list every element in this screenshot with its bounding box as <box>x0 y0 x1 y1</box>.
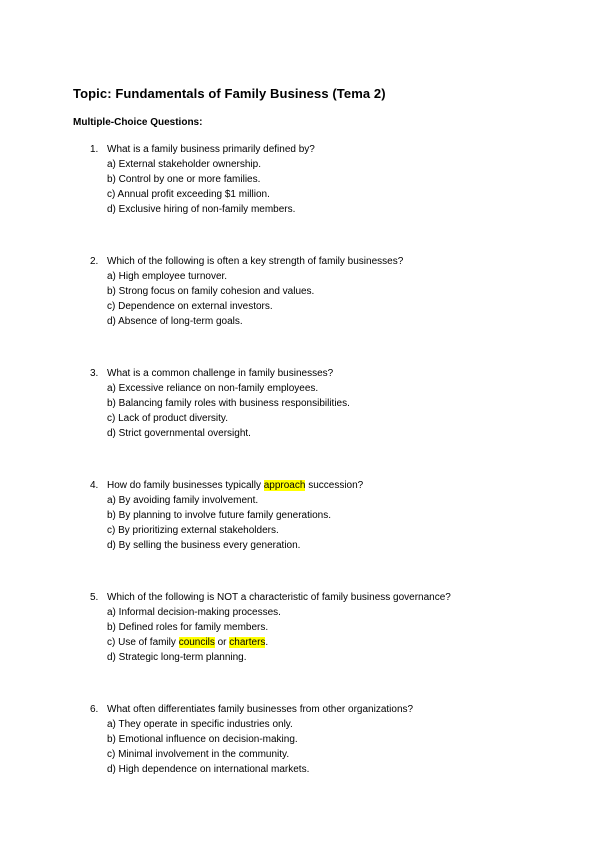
question-stem: Which of the following is NOT a characteristic of family business governance? <box>107 592 451 603</box>
question-6 <box>90 702 570 777</box>
option-c: c) Annual profit exceeding $1 million. <box>107 189 270 200</box>
question-2 <box>90 254 570 329</box>
question-stem: What is a family business primarily defined by? <box>107 144 315 155</box>
question-number: 6. <box>90 704 99 715</box>
question-number: 1. <box>90 144 99 155</box>
question-number: 5. <box>90 592 99 603</box>
highlighted-text: councils <box>178 637 215 648</box>
question-5 <box>90 590 570 665</box>
question-3 <box>90 366 570 441</box>
option-a: a) They operate in specific industries only. <box>107 719 293 730</box>
option-b: b) Control by one or more families. <box>107 174 261 185</box>
question-stem-end: succession? <box>305 480 364 491</box>
option-c-end: . <box>265 637 269 648</box>
question-stem: Which of the following is often a key strength of family businesses? <box>107 256 404 267</box>
option-c-start: c) Use of family <box>107 637 179 648</box>
option-c: c) By prioritizing external stakeholders. <box>107 525 279 536</box>
option-c <box>90 635 570 650</box>
question-number: 3. <box>90 368 99 379</box>
question-1 <box>90 142 570 217</box>
question-4 <box>90 478 570 553</box>
option-a: a) Excessive reliance on non-family employees. <box>107 383 319 394</box>
highlighted-text: approach <box>263 480 306 491</box>
option-b: b) Emotional influence on decision-making. <box>107 734 298 745</box>
option-c-middle: or <box>214 637 230 648</box>
option-b: b) Balancing family roles with business responsibilities. <box>107 398 350 409</box>
question-stem: What is a common challenge in family businesses? <box>107 368 334 379</box>
question-number: 4. <box>90 480 99 491</box>
option-c: c) Dependence on external investors. <box>107 301 273 312</box>
option-c: c) Minimal involvement in the community. <box>107 749 290 760</box>
option-a: a) By avoiding family involvement. <box>107 495 259 506</box>
question-number: 2. <box>90 256 99 267</box>
document-title: Topic: Fundamentals of Family Business (Tema 2) <box>73 86 386 101</box>
question-stem: What often differentiates family businesses from other organizations? <box>107 704 414 715</box>
option-b: b) Strong focus on family cohesion and values. <box>107 286 315 297</box>
option-b: b) Defined roles for family members. <box>107 622 269 633</box>
option-d: d) High dependence on international markets. <box>107 764 310 775</box>
option-d: d) By selling the business every generation. <box>107 540 301 551</box>
option-d: d) Strategic long-term planning. <box>107 652 247 663</box>
option-d: d) Absence of long-term goals. <box>107 316 243 327</box>
option-d: d) Strict governmental oversight. <box>107 428 251 439</box>
option-d: d) Exclusive hiring of non-family members. <box>107 204 296 215</box>
option-b: b) By planning to involve future family generations. <box>107 510 332 521</box>
option-c: c) Lack of product diversity. <box>107 413 228 424</box>
question-stem-start: How do family businesses typically <box>107 480 264 491</box>
option-a: a) High employee turnover. <box>107 271 228 282</box>
option-a: a) Informal decision-making processes. <box>107 607 281 618</box>
section-heading: Multiple-Choice Questions: <box>73 117 203 128</box>
option-a: a) External stakeholder ownership. <box>107 159 261 170</box>
highlighted-text: charters <box>229 637 266 648</box>
